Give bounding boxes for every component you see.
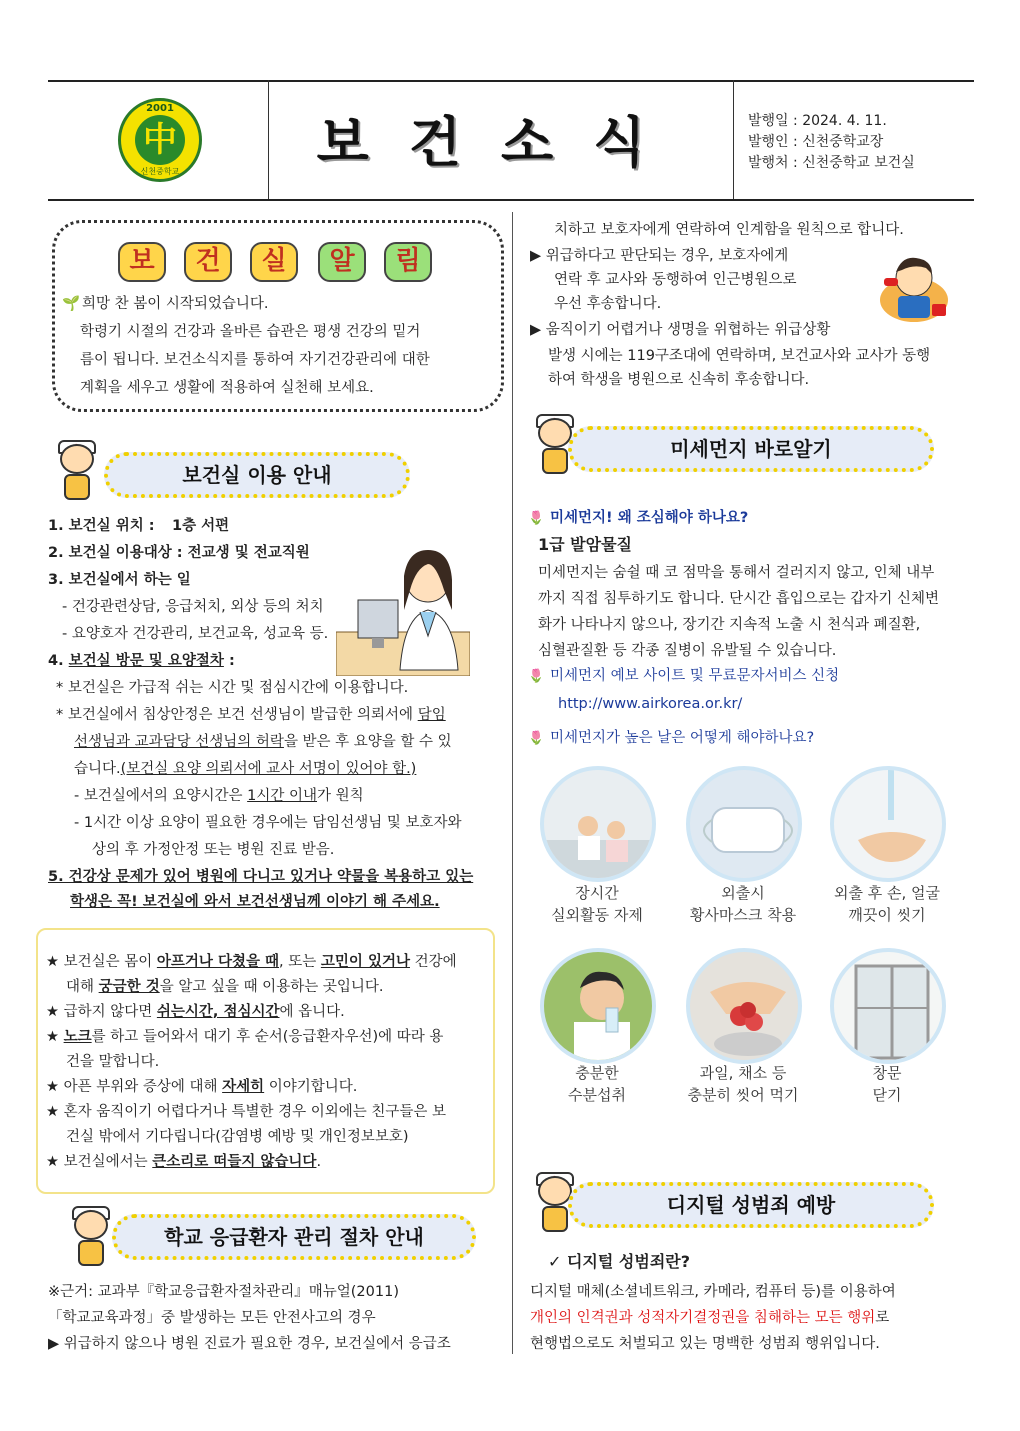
newsletter-title: 보건소식 <box>316 111 686 174</box>
nurse-mascot-icon <box>50 440 104 504</box>
notice-line: 학령기 시절의 건강과 올바른 습관은 평생 건강의 밑거 <box>80 324 421 340</box>
dust-question-3: 미세먼지가 높은 날은 어떻게 해야하나요? <box>550 730 815 746</box>
rule-line: ★ 혼자 움직이기 어렵다거나 특별한 경우 이외에는 친구들은 보 <box>46 1104 447 1120</box>
flower-icon: 🌷 <box>528 731 545 746</box>
usage-detail-1 <box>74 784 364 808</box>
rule-line <box>46 1150 321 1174</box>
dust-paragraph: 심혈관질환 등 각종 질병이 유발될 수 있습니다. <box>538 643 837 659</box>
usage-item5-a: 5. 건강상 문제가 있어 병원에 다니고 있거나 약물을 복용하고 있는 <box>48 869 474 885</box>
rule-text: . <box>316 1154 322 1170</box>
rule-text: 에 옵니다. <box>279 1004 345 1020</box>
tip-caption: 장시간 <box>575 884 619 902</box>
dust-banner: 미세먼지 바로알기 <box>568 426 934 472</box>
rule-text: ★ <box>46 1029 59 1045</box>
emergency-line: ▶ 위급하다고 판단되는 경우, 보호자에게 <box>530 248 789 264</box>
school-logo <box>118 98 202 182</box>
tip-caption: 닫기 <box>872 1086 902 1104</box>
detail-text: - 보건실에서의 요양시간은 <box>74 788 243 804</box>
rule-text: 을 알고 싶을 때 이용하는 곳입니다. <box>159 979 384 995</box>
usage-item3-a: - 건강관련상담, 응급처치, 외상 등의 처치 <box>62 599 324 615</box>
notice-line: 름이 됩니다. 보건소식지를 통하여 자기건강관리에 대한 <box>80 352 430 368</box>
dust-paragraph: 화가 나타나지 않으나, 장기간 지속적 노출 시 천식과 폐질환, <box>538 617 921 633</box>
mask-photo <box>686 766 802 882</box>
usage-item1-label: 1. 보건실 위치 : <box>48 518 155 534</box>
airkorea-link[interactable]: http://www.airkorea.or.kr/ <box>558 696 743 712</box>
emergency-line: 「학교교육과정」중 발생하는 모든 안전사고의 경우 <box>48 1310 376 1326</box>
tip-caption: 실외활동 자제 <box>551 906 643 924</box>
phone-call-illustration <box>876 248 950 324</box>
publish-date: 발행일 : 2024. 4. 11. <box>748 113 887 129</box>
indoor-family-photo <box>540 766 656 882</box>
tip-caption: 깨끗이 씻기 <box>848 906 926 924</box>
handwash-photo <box>830 766 946 882</box>
rule-line: 건을 말합니다. <box>66 1054 160 1070</box>
digital-banner: 디지털 성범죄 예방 <box>568 1182 934 1228</box>
rule2-text: 을 받은 후 요양을 할 수 있 <box>283 734 452 750</box>
digital-highlight: 개인의 인격권과 성적자기결정권을 침해하는 모든 행위 <box>530 1310 876 1326</box>
usage-rule-2a <box>56 703 446 727</box>
rule2-text: 습니다. <box>74 761 121 777</box>
rule-emph: 쉬는시간, 점심시간 <box>156 1004 280 1020</box>
emergency-line: 연락 후 교사와 동행하여 인근병원으로 <box>554 272 797 288</box>
usage-banner: 보건실 이용 안내 <box>104 452 410 498</box>
rule-emph: 궁금한 것 <box>98 979 160 995</box>
rule-text: ★ 급하지 않다면 <box>46 1004 153 1020</box>
tip-caption: 과일, 채소 등 <box>699 1064 787 1082</box>
rule2-underline: 선생님과 교과담당 선생님의 허락 <box>74 734 284 750</box>
tip-caption: 외출시 <box>721 884 765 902</box>
digital-line: 디지털 매체(소셜네트워크, 카메라, 컴퓨터 등)를 이용하여 <box>530 1284 896 1300</box>
rule-line <box>66 975 383 999</box>
usage-item2: 2. 보건실 이용대상 : 전교생 및 전교직원 <box>48 545 310 561</box>
detail-text: 가 원칙 <box>317 788 364 804</box>
rule-emph: 고민이 있거나 <box>320 954 410 970</box>
usage-detail-2a: - 1시간 이상 요양이 필요한 경우에는 담임선생님 및 보호자와 <box>74 815 462 831</box>
item4-prefix: 4. <box>48 653 64 669</box>
rule-emph: 큰소리로 떠들지 않습니다 <box>152 1154 317 1170</box>
tip-caption: 외출 후 손, 얼굴 <box>833 884 940 902</box>
emergency-banner: 학교 응급환자 관리 절차 안내 <box>112 1214 476 1260</box>
rule-text: , 또는 <box>279 954 317 970</box>
issuer: 발행처 : 신천중학교 보건실 <box>748 155 915 171</box>
emergency-line: ※근거: 교과부『학교응급환자절차관리』매뉴얼(2011) <box>48 1284 399 1300</box>
tip-caption: 수분섭취 <box>568 1086 626 1104</box>
nurse-mascot-icon <box>64 1206 118 1270</box>
usage-item5-b: 학생은 꼭! 보건실에 와서 보건선생님께 이야기 해 주세요. <box>70 894 440 910</box>
rule-emph: 노크 <box>63 1029 92 1045</box>
tip-caption: 충분한 <box>575 1064 619 1082</box>
washing-fruit-photo <box>686 948 802 1064</box>
emergency-line: ▶ 움직이기 어렵거나 생명을 위협하는 위급상황 <box>530 322 831 338</box>
notice-pill: 실 <box>250 242 298 282</box>
rule-text: ★ 보건실은 몸이 <box>46 954 153 970</box>
logo-year: 2001 <box>146 103 174 114</box>
rule2-underline: 담임 <box>417 707 446 723</box>
sprout-icon: 🌱 <box>62 296 81 312</box>
digital-line <box>530 1306 889 1330</box>
logo-char: 中 <box>135 115 185 165</box>
emergency-line: ▶ 위급하지 않으나 병원 진료가 필요한 경우, 보건실에서 응급조 <box>48 1336 451 1352</box>
usage-item3-b: - 요양호자 건강관리, 보건교육, 성교육 등. <box>62 626 329 642</box>
emergency-line: 치하고 보호자에게 연락하여 인계함을 원칙으로 합니다. <box>554 222 904 238</box>
rule-text: ★ 보건실에서는 <box>46 1154 148 1170</box>
emergency-line: 발생 시에는 119구조대에 연락하며, 보건교사와 교사가 동행 <box>548 348 931 364</box>
tip-caption: 창문 <box>872 1064 902 1082</box>
rule2-underline: (보건실 요양 의뢰서에 교사 서명이 있어야 함.) <box>120 761 417 777</box>
dust-paragraph: 까지 직접 침투하기도 합니다. 단시간 흡입으로는 갑자기 신체변 <box>538 591 940 607</box>
flower-icon: 🌷 <box>528 669 545 684</box>
header-top-rule <box>48 80 974 82</box>
dust-heading: 1급 발암물질 <box>538 535 632 554</box>
header-divider <box>733 80 734 199</box>
notice-line: 계획을 세우고 생활에 적용하여 실천해 보세요. <box>80 380 374 396</box>
digital-question: ✓ 디지털 성범죄란? <box>548 1252 691 1271</box>
usage-item1-value: 1층 서편 <box>172 518 230 534</box>
rule-line: 건실 밖에서 기다립니다(감염병 예방 및 개인정보보호) <box>66 1129 409 1145</box>
rule-emph: 아프거나 다쳤을 때 <box>156 954 280 970</box>
logo-school-name: 신천중학교 <box>140 167 180 176</box>
rule-line <box>46 1075 357 1099</box>
flower-icon: 🌷 <box>528 511 545 526</box>
dust-question-2: 미세먼지 예보 사이트 및 무료문자서비스 신청 <box>550 668 840 684</box>
emergency-line: 우선 후송합니다. <box>554 296 662 312</box>
usage-item4 <box>48 649 235 673</box>
nurse-doctor-illustration <box>336 540 470 676</box>
usage-rule-1: * 보건실은 가급적 쉬는 시간 및 점심시간에 이용합니다. <box>56 680 409 696</box>
rule-emph: 자세히 <box>222 1079 265 1095</box>
notice-line: 희망 찬 봄이 시작되었습니다. <box>82 296 269 312</box>
dust-paragraph: 미세먼지는 숨쉴 때 코 점막을 통해서 걸러지지 않고, 인체 내부 <box>538 565 935 581</box>
rule-line <box>46 1000 345 1024</box>
usage-item3: 3. 보건실에서 하는 일 <box>48 572 191 588</box>
rule-line <box>46 950 457 974</box>
notice-pill: 보 <box>118 242 166 282</box>
rule-text: 를 하고 들어와서 대기 후 순서(응급환자우선)에 따라 용 <box>91 1029 444 1045</box>
column-divider <box>512 212 513 1354</box>
emergency-line: 하여 학생을 병원으로 신속히 후송합니다. <box>548 372 810 388</box>
rule2-text: * 보건실에서 침상안정은 보건 선생님이 발급한 의뢰서에 <box>56 707 414 723</box>
rule-text: 건강에 <box>414 954 457 970</box>
rule-text: ★ 아픈 부위와 증상에 대해 <box>46 1079 218 1095</box>
rule-line <box>46 1025 443 1049</box>
drinking-water-photo <box>540 948 656 1064</box>
item4-suffix: : <box>228 653 235 669</box>
digital-text: 로 <box>875 1310 890 1326</box>
notice-pill: 알 <box>318 242 366 282</box>
rule-text: 대해 <box>66 979 95 995</box>
notice-pill: 건 <box>184 242 232 282</box>
publisher: 발행인 : 신천중학교장 <box>748 134 884 150</box>
detail-underline: 1시간 이내 <box>247 788 318 804</box>
notice-pill: 림 <box>384 242 432 282</box>
tip-caption: 충분히 씻어 먹기 <box>687 1086 799 1104</box>
usage-rule-2c <box>74 757 416 781</box>
header-bottom-rule <box>48 199 974 201</box>
digital-line: 현행법으로도 처벌되고 있는 명백한 성범죄 행위입니다. <box>530 1336 880 1352</box>
item4-label: 보건실 방문 및 요양절차 <box>68 653 224 669</box>
window-photo <box>830 948 946 1064</box>
rule-text: 이야기합니다. <box>268 1079 358 1095</box>
tip-caption: 황사마스크 착용 <box>689 906 797 924</box>
header-divider <box>268 80 269 199</box>
usage-detail-2b: 상의 후 가정안정 또는 병원 진료 받음. <box>92 842 335 858</box>
usage-rule-2b <box>74 730 452 754</box>
dust-question-1: 미세먼지! 왜 조심해야 하나요? <box>550 510 749 526</box>
